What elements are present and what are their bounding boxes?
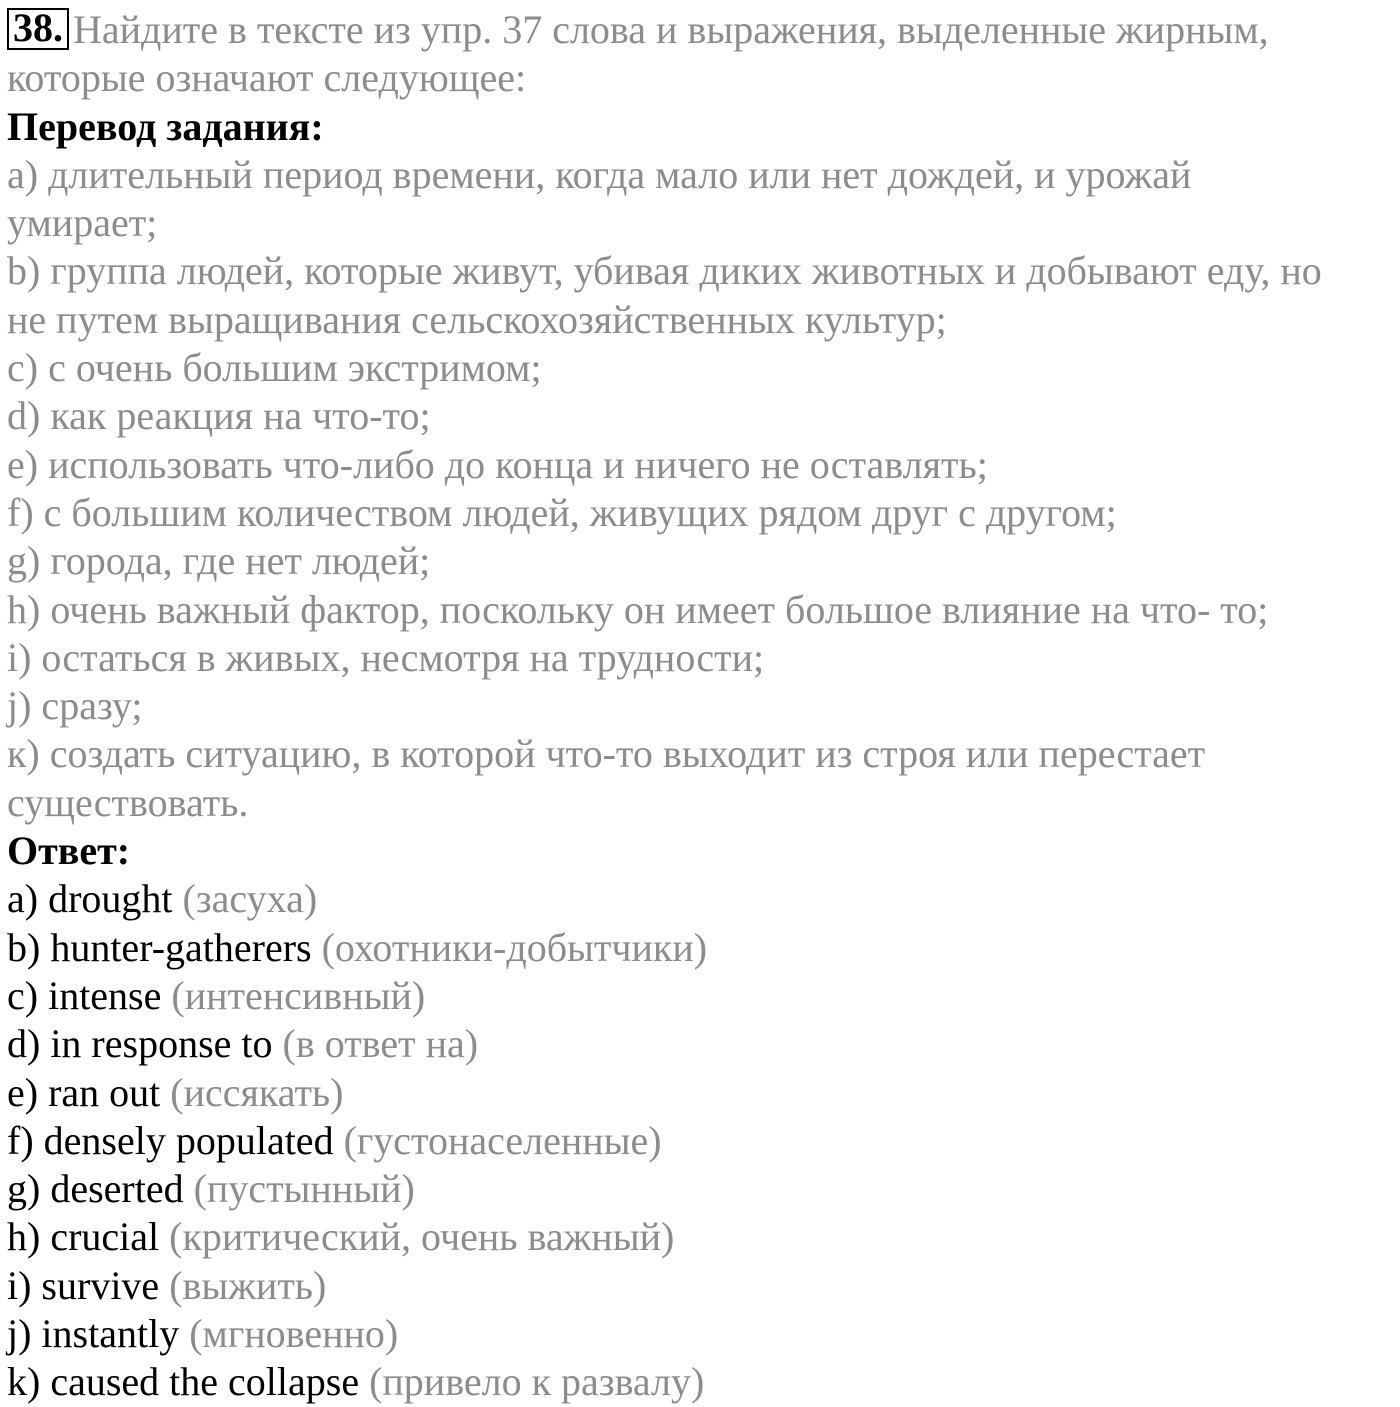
translation-line: i) остаться в живых, несмотря на трудности; (7, 634, 765, 680)
answer-item (7, 972, 1397, 1020)
answer-translation: (привело к развалу) (369, 1359, 705, 1405)
answer-translation: (интенсивный) (171, 972, 426, 1018)
answer-heading: Ответ: (7, 828, 131, 874)
answer-term: g) deserted (7, 1166, 184, 1212)
answer-item (7, 1020, 1397, 1068)
answer-term: i) survive (7, 1262, 160, 1308)
answer-item (7, 1358, 1397, 1406)
translation-line: не путем выращивания сельскохозяйственных культур; (7, 296, 947, 342)
translation-heading: Перевод задания: (7, 103, 324, 149)
document-page (7, 6, 1397, 1407)
answer-term: a) drought (7, 876, 173, 922)
translation-line: с) с очень большим экстримом; (7, 345, 542, 391)
answer-translation: (иссякать) (170, 1069, 344, 1115)
translation-line: к) создать ситуацию, в которой что-то выходит из строя или перестает (7, 731, 1206, 777)
answer-item (7, 1069, 1397, 1117)
answer-term: d) in response to (7, 1021, 273, 1067)
exercise-header (7, 6, 1397, 54)
answer-translation: (выжить) (169, 1262, 327, 1308)
translation-line: е) использовать что-либо до конца и ничего не оставлять; (7, 441, 988, 487)
answer-translation: (мгновенно) (189, 1311, 399, 1357)
translation-list (7, 151, 1397, 827)
answer-translation: (густонаселенные) (343, 1117, 662, 1163)
exercise-number: 38. (7, 8, 69, 50)
answer-translation: (в ответ на) (282, 1021, 479, 1067)
answer-translation: (охотники-добытчики) (321, 924, 708, 970)
answer-term: e) ran out (7, 1069, 161, 1115)
answer-translation: (пустынный) (193, 1166, 415, 1212)
translation-line: d) как реакция на что-то; (7, 393, 431, 439)
translation-line: умирает; (7, 200, 158, 246)
answer-term: c) intense (7, 972, 162, 1018)
translation-line: f) с большим количеством людей, живущих рядом друг с другом; (7, 489, 1117, 535)
translation-line: а) длительный период времени, когда мало или нет дождей, и урожай (7, 151, 1192, 197)
answer-item (7, 924, 1397, 972)
answer-item (7, 1117, 1397, 1165)
answer-translation: (засуха) (182, 876, 318, 922)
instruction-line-2: которые означают следующее: (7, 55, 527, 101)
answer-translation: (критический, очень важный) (169, 1214, 675, 1260)
answer-term: b) hunter-gatherers (7, 924, 312, 970)
answer-item (7, 1262, 1397, 1310)
answer-term: h) crucial (7, 1214, 160, 1260)
answer-item (7, 875, 1397, 923)
translation-line: h) очень важный фактор, поскольку он имеет большое влияние на что- то; (7, 586, 1269, 632)
answer-item (7, 1165, 1397, 1213)
answer-item (7, 1213, 1397, 1261)
translation-line: существовать. (7, 779, 249, 825)
answer-term: k) caused the collapse (7, 1359, 360, 1405)
translation-line: j) сразу; (7, 683, 143, 729)
answer-list (7, 875, 1397, 1406)
instruction-line-1: Найдите в тексте из упр. 37 слова и выражения, выделенные жирным, (73, 7, 1269, 52)
answer-term: j) instantly (7, 1311, 180, 1357)
translation-line: b) группа людей, которые живут, убивая диких животных и добывают еду, но (7, 248, 1322, 294)
answer-term: f) densely populated (7, 1117, 334, 1163)
answer-item (7, 1310, 1397, 1358)
translation-line: g) города, где нет людей; (7, 538, 431, 584)
